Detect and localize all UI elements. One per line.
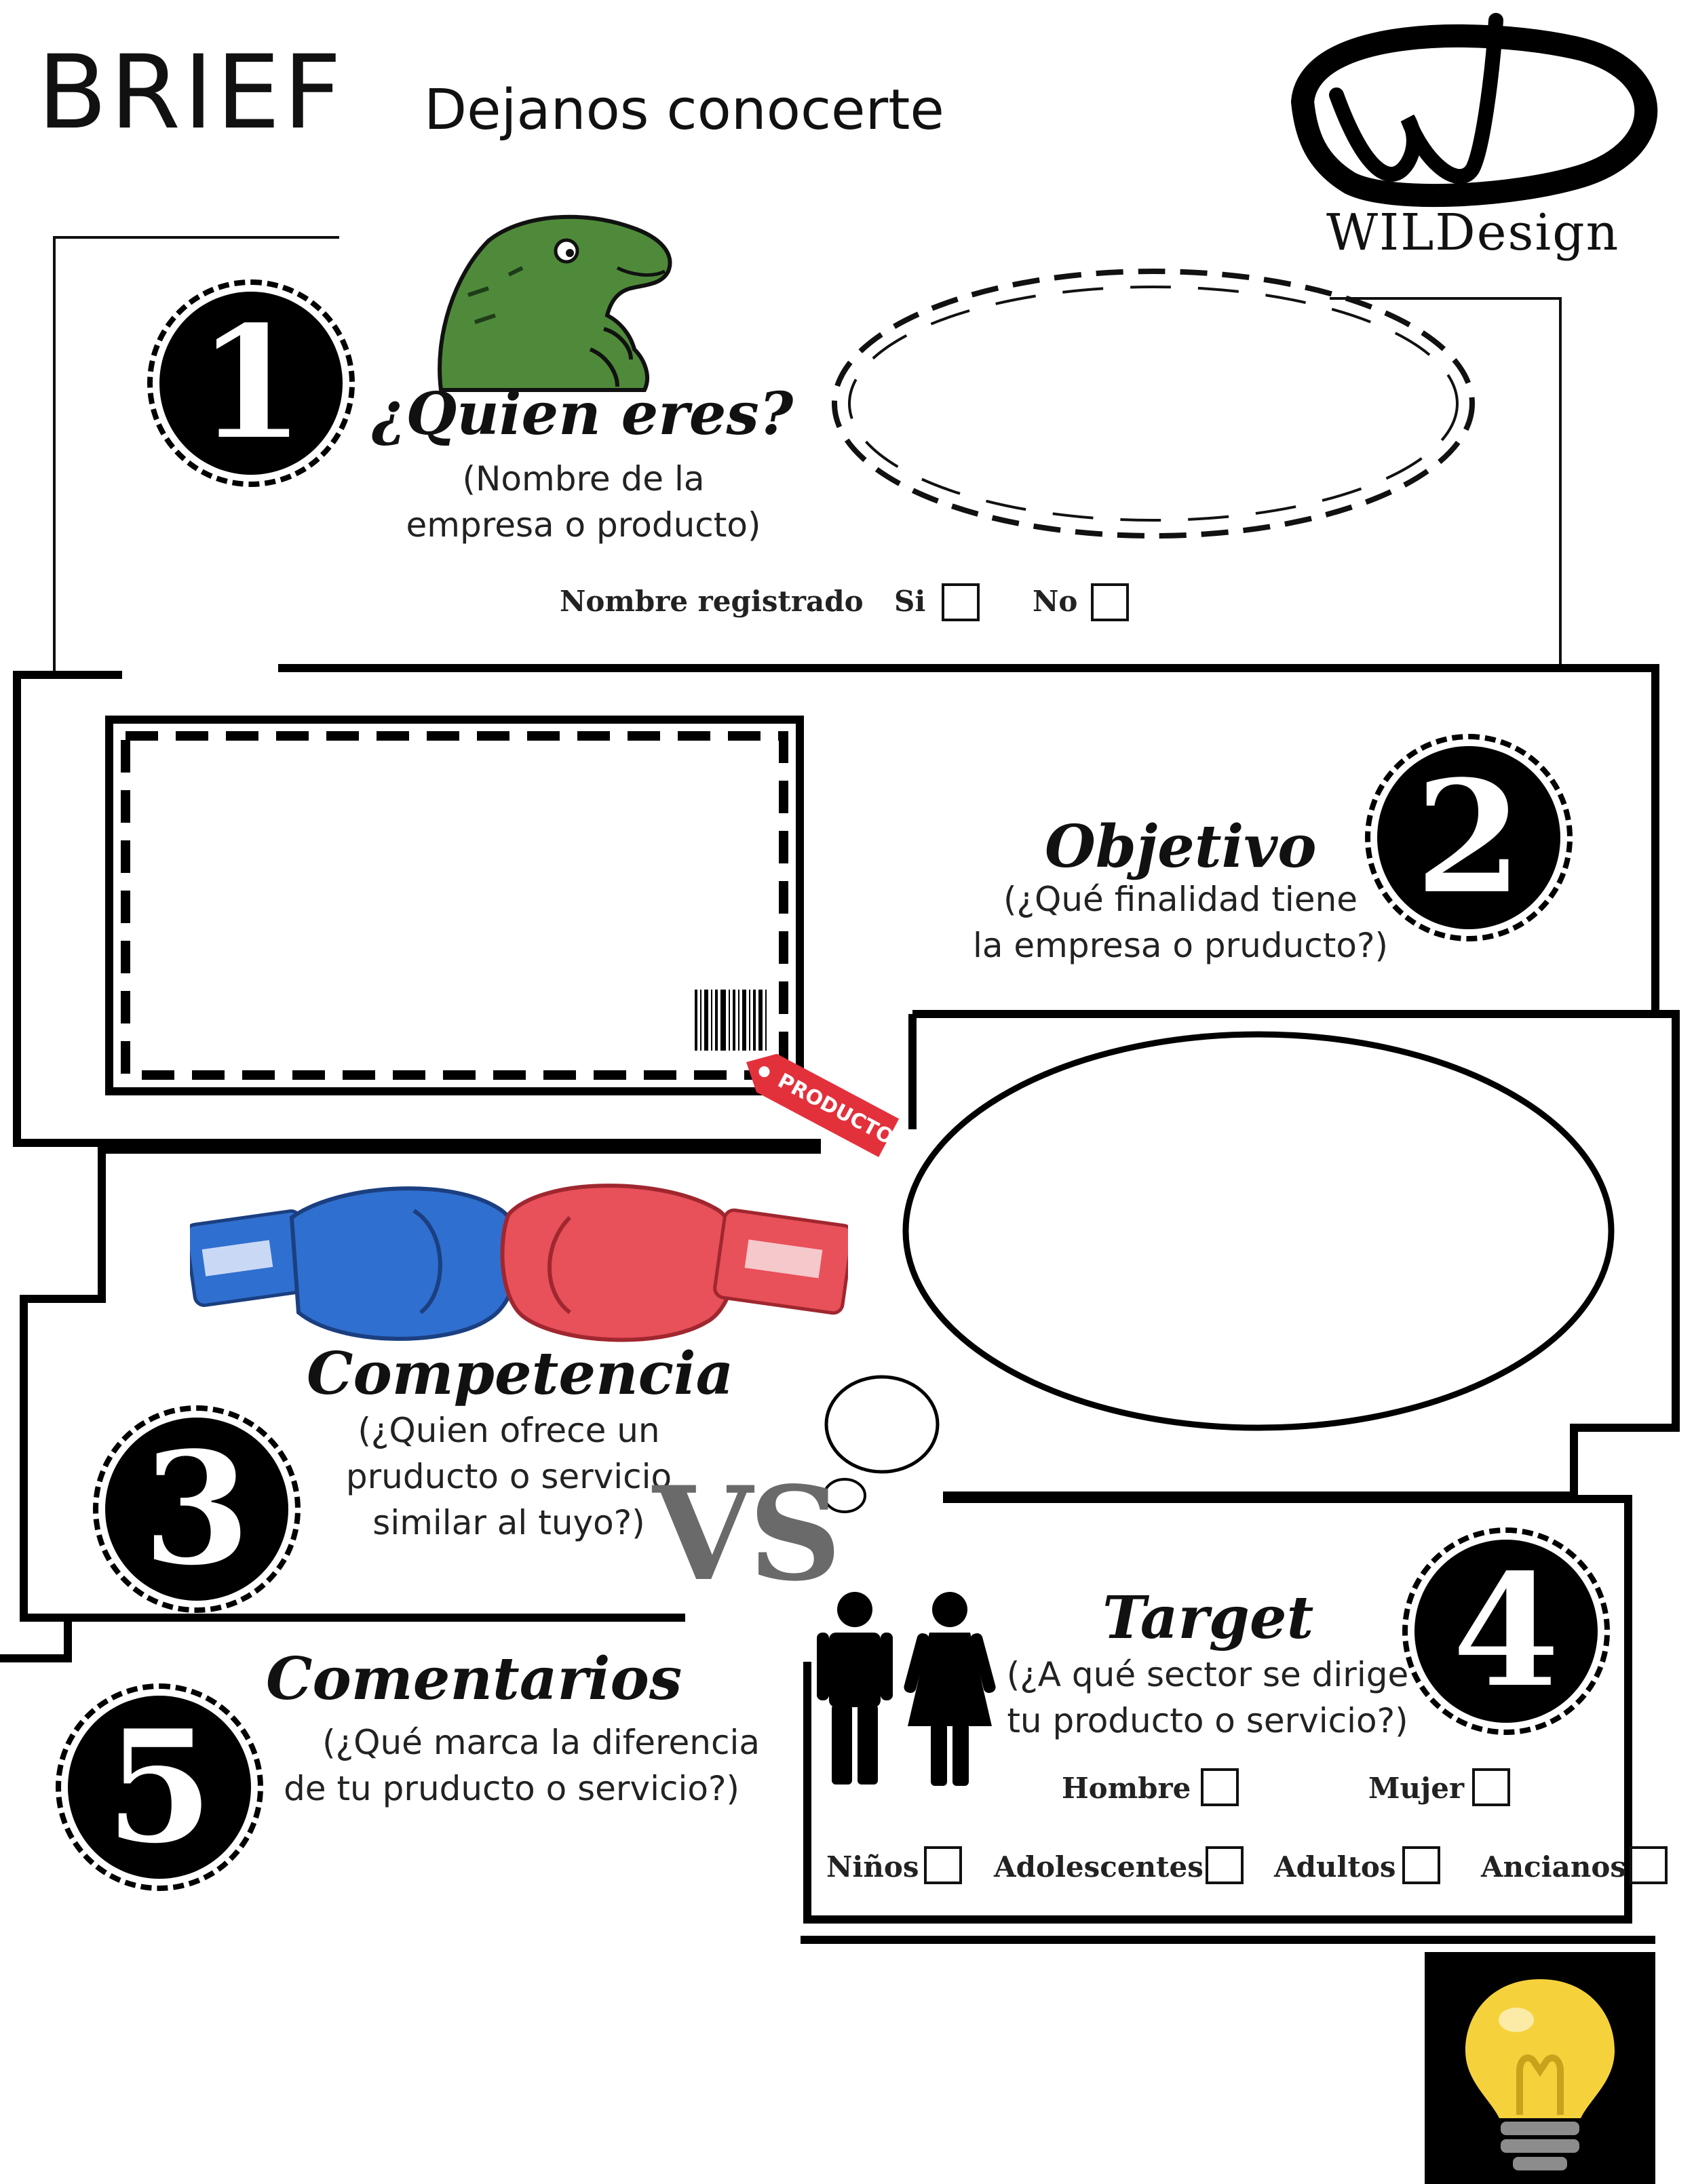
step-5-badge bbox=[68, 1696, 251, 1879]
section-1-heading: ¿Quien eres? bbox=[372, 380, 794, 448]
section-5-hint-2: de tu pruducto o servicio?) bbox=[284, 1769, 739, 1808]
step-2-badge bbox=[1377, 746, 1560, 929]
target-checkbox-teens[interactable] bbox=[1206, 1846, 1244, 1884]
target-checkbox-man[interactable] bbox=[1201, 1768, 1239, 1806]
section-2-hint-1: (¿Qué finalidad tiene bbox=[1003, 880, 1358, 919]
target-checkbox-elderly[interactable] bbox=[1630, 1846, 1668, 1884]
section-5-hint-1: (¿Qué marca la diferencia bbox=[322, 1723, 760, 1762]
raptor-icon bbox=[427, 214, 678, 397]
section-1-hint-2: empresa o producto) bbox=[406, 505, 761, 545]
objective-field[interactable] bbox=[105, 716, 804, 1095]
section-4-hint-2: tu producto o servicio?) bbox=[1007, 1701, 1408, 1740]
step-4-number: 4 bbox=[1451, 1540, 1561, 1723]
target-checkbox-adults[interactable] bbox=[1402, 1846, 1440, 1884]
section-3-heading: Competencia bbox=[307, 1340, 734, 1408]
target-option-label-woman: Mujer bbox=[1368, 1772, 1465, 1805]
lightbulb-icon bbox=[1425, 1952, 1655, 2184]
logo-wordmark: WILDesign bbox=[1326, 203, 1620, 262]
page-subtitle: Dejanos conocerte bbox=[424, 78, 944, 142]
target-option-label-man: Hombre bbox=[1062, 1772, 1191, 1805]
company-name-field[interactable] bbox=[821, 261, 1486, 546]
section-2-hint-2: la empresa o pruducto?) bbox=[972, 926, 1389, 965]
section-1-hint-1: (Nombre de la bbox=[462, 459, 705, 499]
versus-label: VS bbox=[653, 1458, 838, 1610]
section-2-heading: Objetivo bbox=[1045, 813, 1317, 881]
comments-field[interactable] bbox=[14, 1899, 780, 2170]
target-option-label-elderly: Ancianos bbox=[1481, 1850, 1627, 1884]
target-option-label-adults: Adultos bbox=[1274, 1850, 1396, 1884]
target-checkbox-woman[interactable] bbox=[1472, 1768, 1510, 1806]
step-5-number: 5 bbox=[104, 1696, 214, 1879]
registered-yes-label: Si bbox=[894, 585, 926, 618]
boxing-gloves-icon bbox=[190, 1177, 848, 1360]
people-icon bbox=[814, 1591, 1011, 1787]
step-4-badge bbox=[1414, 1540, 1598, 1723]
target-checkbox-children[interactable] bbox=[924, 1846, 962, 1884]
competition-field[interactable] bbox=[899, 1028, 1618, 1435]
registered-yes-checkbox[interactable] bbox=[942, 583, 980, 621]
step-3-number: 3 bbox=[142, 1418, 252, 1601]
target-option-label-children: Niños bbox=[826, 1850, 919, 1884]
registered-no-label: No bbox=[1033, 585, 1078, 618]
page-title: BRIEF bbox=[37, 34, 345, 152]
thought-bubble-icon bbox=[824, 1373, 946, 1536]
section-4-heading: Target bbox=[1102, 1584, 1314, 1652]
section-4-hint-1: (¿A qué sector se dirige bbox=[1006, 1655, 1409, 1694]
step-2-number: 2 bbox=[1414, 746, 1524, 929]
step-3-badge bbox=[105, 1418, 288, 1601]
step-1-badge bbox=[159, 292, 343, 475]
registered-no-checkbox[interactable] bbox=[1091, 583, 1129, 621]
section-3-hint-3: similar al tuyo?) bbox=[372, 1503, 645, 1542]
lightbulb-panel bbox=[1425, 1952, 1655, 2184]
section-5-heading: Comentarios bbox=[266, 1645, 682, 1713]
step-1-number: 1 bbox=[196, 292, 306, 475]
registered-name-label: Nombre registrado bbox=[560, 585, 864, 618]
target-option-label-teens: Adolescentes bbox=[994, 1850, 1204, 1884]
section-3-hint-2: pruducto o servicio bbox=[345, 1457, 672, 1496]
section-3-hint-1: (¿Quien ofrece un bbox=[358, 1411, 660, 1450]
product-tag-label: PRODUCTO bbox=[773, 1068, 898, 1150]
